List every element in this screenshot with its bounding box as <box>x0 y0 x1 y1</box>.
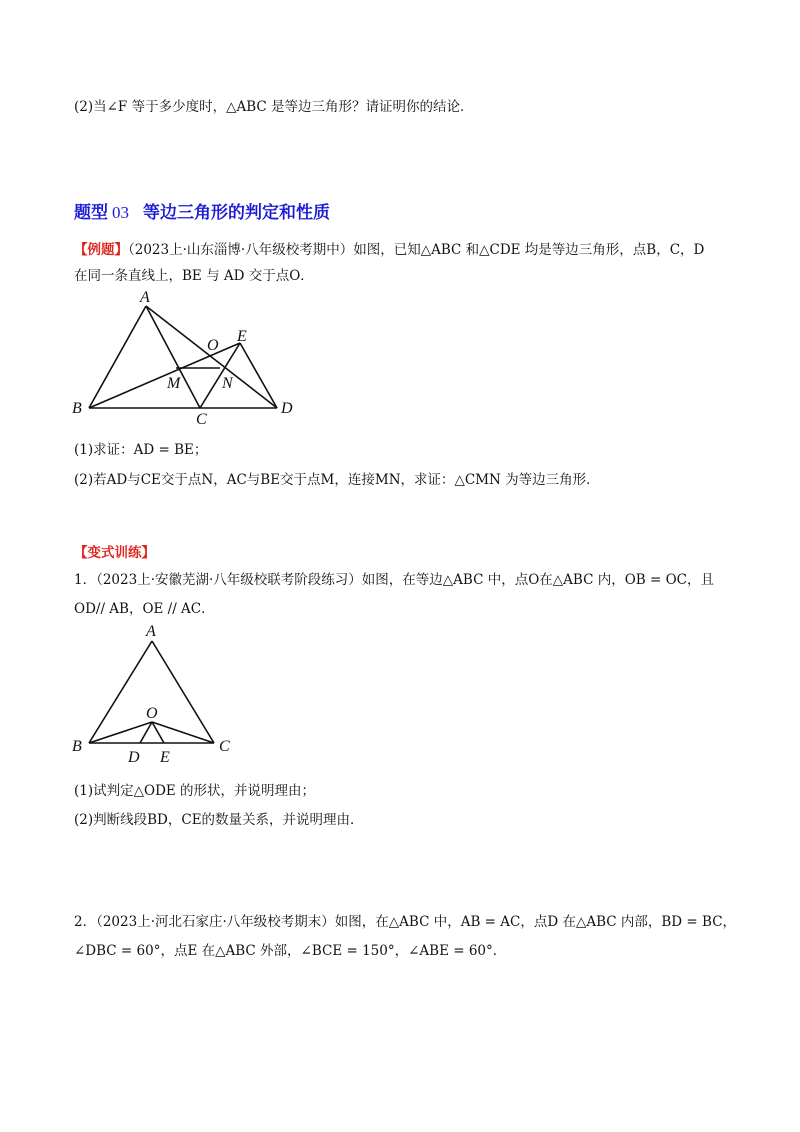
label-B: B <box>72 738 82 755</box>
example-tag: 【例题】 <box>74 242 128 258</box>
question-2-text: (2)当∠F 等于多少度时，△ABC 是等边三角形？请证明你的结论． <box>74 99 474 115</box>
label-M: M <box>167 375 181 392</box>
label-A: A <box>140 289 150 306</box>
figure-2 <box>60 618 250 766</box>
label-A: A <box>146 623 156 640</box>
section-text: 等边三角形的判定和性质 <box>143 203 330 223</box>
section-label: 题型 <box>74 203 108 223</box>
example-intro: （2023上·山东淄博·八年级校考期中）如图，已知△ABC 和△CDE 均是等边三角形，点B，C，D <box>128 242 705 258</box>
variant-q1-part-1: (1)试判定△ODE 的形状，并说明理由； <box>74 783 316 799</box>
label-B: B <box>72 400 82 417</box>
variant-q1-line-1: 1．（2023上·安徽芜湖·八年级校联考阶段练习）如图，在等边△ABC 中，点O在△ABC 内，OB = OC，且 <box>74 572 714 588</box>
label-D: D <box>128 749 140 766</box>
variant-q1-line-2: OD// AB，OE // AC． <box>74 601 215 617</box>
label-D: D <box>281 400 293 417</box>
seg-AC <box>152 641 214 743</box>
label-C: C <box>219 738 230 755</box>
label-C: C <box>196 411 207 427</box>
example-part-1: (1)求证：AD = BE； <box>74 442 208 458</box>
variant-q2-line-1: 2．（2023上·河北石家庄·八年级校考期末）如图，在△ABC 中，AB = AC，点D 在△ABC 内部，BD = BC， <box>74 914 737 930</box>
seg-AD <box>146 306 277 408</box>
figure-1 <box>60 282 320 427</box>
example-line-1 <box>74 238 704 258</box>
variant-q1-part-2: (2)判断线段BD，CE的数量关系，并说明理由． <box>74 812 364 828</box>
seg-AC <box>146 306 200 408</box>
label-E: E <box>237 328 247 345</box>
seg-BA <box>89 641 152 743</box>
label-O: O <box>146 705 158 722</box>
variant-q2-line-2: ∠DBC = 60°，点E 在△ABC 外部，∠BCE = 150°，∠ABE = 60°． <box>74 943 507 959</box>
seg-BA <box>89 306 146 408</box>
label-O: O <box>207 337 219 354</box>
example-part-2: (2)若AD与CE交于点N，AC与BE交于点M，连接MN，求证：△CMN 为等边三角形． <box>74 472 600 488</box>
variant-tag: 【变式训练】 <box>74 545 155 561</box>
label-N: N <box>222 375 233 392</box>
section-title <box>74 198 330 223</box>
label-E: E <box>160 749 170 766</box>
example-line-2: 在同一条直线上，BE 与 AD 交于点O． <box>74 268 314 284</box>
section-number: 03 <box>112 203 129 222</box>
seg-ED <box>240 343 277 408</box>
